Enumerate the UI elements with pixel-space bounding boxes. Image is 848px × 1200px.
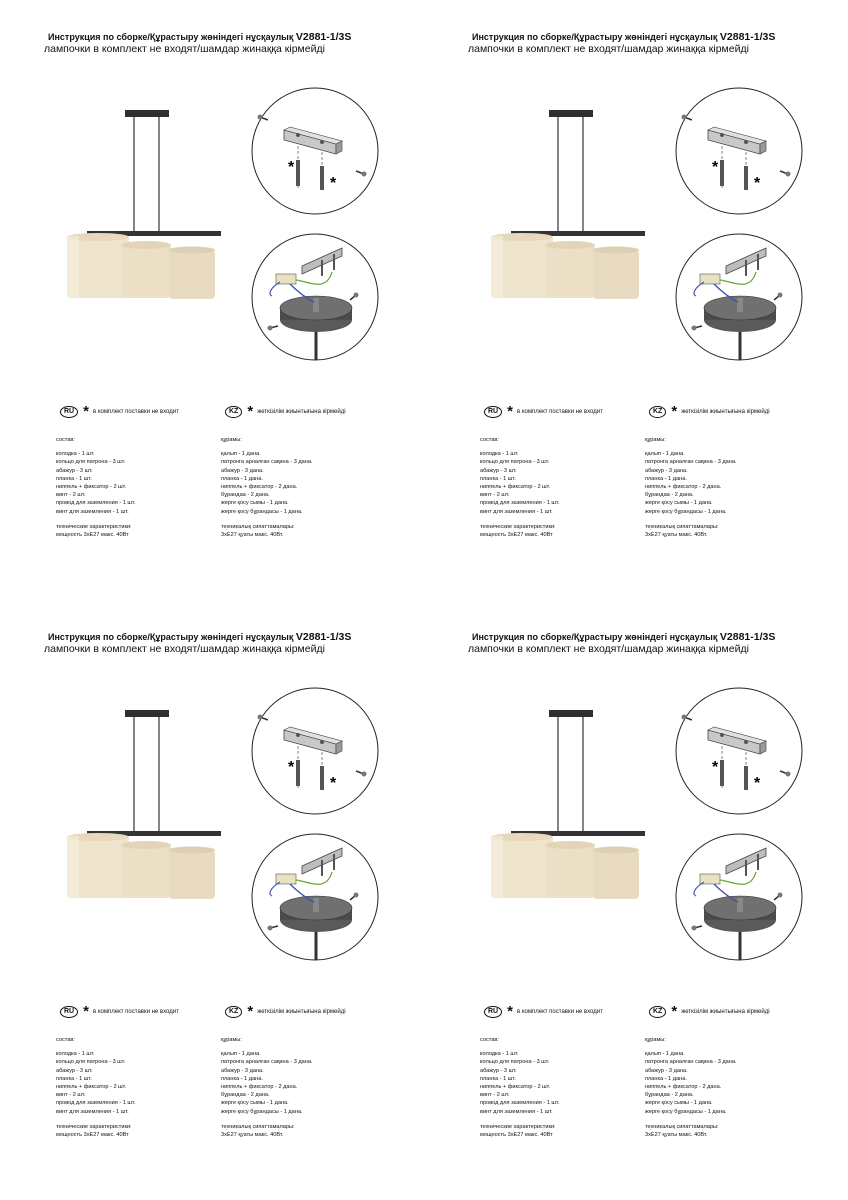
model-number: V2881-1/3S bbox=[295, 631, 352, 643]
list-item: провод для заземления - 1 шт. bbox=[56, 1100, 136, 1107]
not-included-marker: * bbox=[754, 175, 761, 192]
anchor-bolt-icon bbox=[296, 160, 300, 186]
spec-block-ru bbox=[480, 523, 559, 539]
list-item: ниппель + фиксатор - 2 дана. bbox=[645, 483, 722, 490]
list-item: винт для заземления - 1 шт. bbox=[480, 1108, 553, 1115]
instruction-subtitle: лампочки в комплект не входят/шамдар жинаққа кірмейді bbox=[468, 643, 749, 655]
spec-header-kz: техникалық сипаттамалары: bbox=[645, 1123, 719, 1130]
not-included-marker: * bbox=[712, 159, 719, 176]
anchor-bolt-icon bbox=[744, 166, 748, 190]
legend-kz bbox=[225, 403, 346, 420]
contents-column-ru bbox=[56, 436, 135, 539]
lampshade-right bbox=[593, 847, 639, 900]
list-item: бұрандаа - 2 дана. bbox=[221, 1092, 270, 1099]
list-item: қалып - 1 дана. bbox=[645, 1051, 685, 1058]
list-item: ниппель + фиксатор - 2 дана. bbox=[221, 483, 298, 490]
list-item: абажур - 3 дана. bbox=[645, 467, 688, 474]
mounting-detail-circle bbox=[250, 686, 380, 816]
contents-header-kz: құрамы: bbox=[645, 1037, 666, 1043]
language-badge-kz: KZ bbox=[225, 406, 242, 418]
list-item: колодка - 1 шт. bbox=[480, 451, 519, 458]
list-item: винт для заземления - 1 шт. bbox=[480, 508, 553, 515]
list-item: планка - 1 шт. bbox=[480, 1075, 516, 1082]
contents-header-kz: құрамы: bbox=[221, 437, 242, 443]
language-badge-ru: RU bbox=[60, 406, 78, 418]
contents-list-kz bbox=[645, 1050, 737, 1116]
spec-block-kz bbox=[221, 1123, 313, 1139]
asterisk-icon: * bbox=[671, 1003, 678, 1020]
anchor-bolt-icon bbox=[720, 160, 724, 186]
list-item: қалып - 1 дана. bbox=[221, 1051, 261, 1058]
spec-header-kz: техникалық сипаттамалары: bbox=[221, 523, 295, 530]
lampshade-left bbox=[67, 833, 129, 898]
legend-ru bbox=[484, 403, 603, 420]
list-item: патронға арналған сақина - 3 дана. bbox=[645, 1059, 737, 1066]
list-item: жерге қосу бұрандасы - 1 дана. bbox=[645, 1108, 727, 1115]
list-item: провод для заземления - 1 шт. bbox=[480, 500, 560, 507]
title-text: Инструкция по сборке/Құрастыру жөніндегі нұсқаулық bbox=[472, 632, 718, 642]
list-item: патронға арналған сақина - 3 дана. bbox=[221, 459, 313, 466]
legend-ru bbox=[60, 403, 179, 420]
list-item: абажур - 3 дана. bbox=[221, 1067, 264, 1074]
contents-column-kz bbox=[221, 1036, 313, 1139]
list-item: планка - 1 дана. bbox=[645, 475, 687, 482]
language-badge-ru: RU bbox=[484, 1006, 502, 1018]
ceiling-canopy bbox=[125, 110, 169, 117]
list-item: винт - 2 шт. bbox=[56, 1092, 86, 1099]
wiring-detail-circle bbox=[674, 832, 804, 962]
legend-text-ru: в комплект поставки не входит bbox=[92, 1009, 179, 1015]
list-item: ниппель + фиксатор - 2 дана. bbox=[221, 1083, 298, 1090]
legend-kz bbox=[649, 1003, 770, 1020]
lampshade-middle bbox=[121, 841, 171, 898]
spec-value-ru: мощность 3хЕ27 макс. 40Вт bbox=[480, 531, 553, 538]
anchor-bolt-icon bbox=[320, 766, 324, 790]
contents-list-ru bbox=[56, 450, 135, 516]
not-included-marker: * bbox=[712, 759, 719, 776]
spec-header-kz: техникалық сипаттамалары: bbox=[221, 1123, 295, 1130]
wiring-detail-circle bbox=[674, 232, 804, 362]
asterisk-icon: * bbox=[671, 403, 678, 420]
spec-header-ru: технические характеристики: bbox=[480, 523, 556, 530]
list-item: бұрандаа - 2 дана. bbox=[221, 492, 270, 499]
lampshade-left bbox=[67, 233, 129, 298]
list-item: планка - 1 дана. bbox=[221, 1075, 263, 1082]
contents-header-ru: состав: bbox=[480, 437, 499, 443]
title-text: Инструкция по сборке/Құрастыру жөніндегі нұсқаулық bbox=[472, 32, 718, 42]
list-item: винт для заземления - 1 шт. bbox=[56, 1108, 129, 1115]
list-item: ниппель + фиксатор - 2 шт. bbox=[56, 483, 127, 490]
spec-block-kz bbox=[645, 1123, 737, 1139]
wiring-detail-circle bbox=[250, 232, 380, 362]
lampshade-right bbox=[169, 247, 215, 300]
list-item: кольцо для патрона - 3 шт. bbox=[56, 1059, 126, 1066]
mounting-detail-circle bbox=[674, 86, 804, 216]
spec-value-kz: 3хЕ27 қуаты макс. 40Вт. bbox=[645, 531, 708, 538]
instruction-sheet-top-right bbox=[424, 0, 848, 600]
not-included-marker: * bbox=[754, 775, 761, 792]
not-included-marker: * bbox=[288, 159, 295, 176]
list-item: жерге қосу бұрандасы - 1 дана. bbox=[645, 508, 727, 515]
contents-list-kz bbox=[645, 450, 737, 516]
ceiling-canopy bbox=[549, 110, 593, 117]
list-item: планка - 1 шт. bbox=[56, 475, 92, 482]
list-item: планка - 1 дана. bbox=[221, 475, 263, 482]
model-number: V2881-1/3S bbox=[719, 31, 776, 43]
list-item: планка - 1 шт. bbox=[480, 475, 516, 482]
spec-value-kz: 3хЕ27 қуаты макс. 40Вт. bbox=[221, 1131, 284, 1138]
list-item: жерге қосу сымы - 1 дана. bbox=[221, 500, 289, 507]
lampshade-middle bbox=[545, 241, 595, 298]
list-item: жерге қосу сымы - 1 дана. bbox=[645, 1100, 713, 1107]
chandelier-illustration bbox=[479, 110, 649, 320]
list-item: абажур - 3 дана. bbox=[645, 1067, 688, 1074]
mounting-detail-circle bbox=[674, 686, 804, 816]
not-included-marker: * bbox=[288, 759, 295, 776]
language-badge-kz: KZ bbox=[649, 406, 666, 418]
asterisk-icon: * bbox=[83, 1003, 89, 1020]
spec-header-ru: технические характеристики: bbox=[56, 1123, 132, 1130]
language-badge-kz: KZ bbox=[225, 1006, 242, 1018]
spec-block-kz bbox=[645, 523, 737, 539]
wiring-detail-circle bbox=[250, 832, 380, 962]
list-item: патронға арналған сақина - 3 дана. bbox=[645, 459, 737, 466]
center-stem bbox=[313, 298, 319, 312]
legend-text-ru: в комплект поставки не входит bbox=[92, 409, 179, 415]
title-text: Инструкция по сборке/Құрастыру жөніндегі нұсқаулық bbox=[48, 32, 294, 42]
list-item: қалып - 1 дана. bbox=[645, 451, 685, 458]
title-text: Инструкция по сборке/Құрастыру жөніндегі нұсқаулық bbox=[48, 632, 294, 642]
asterisk-icon: * bbox=[247, 1003, 254, 1020]
list-item: провод для заземления - 1 шт. bbox=[480, 1100, 560, 1107]
list-item: винт для заземления - 1 шт. bbox=[56, 508, 129, 515]
lampshade-left bbox=[491, 233, 553, 298]
list-item: абажур - 3 дана. bbox=[221, 467, 264, 474]
mounting-detail-circle bbox=[250, 86, 380, 216]
contents-list-kz bbox=[221, 1050, 313, 1116]
list-item: бұрандаа - 2 дана. bbox=[645, 492, 694, 499]
list-item: ниппель + фиксатор - 2 шт. bbox=[480, 1083, 551, 1090]
chandelier-illustration bbox=[55, 710, 225, 920]
list-item: колодка - 1 шт. bbox=[480, 1051, 519, 1058]
list-item: абажур - 3 шт. bbox=[480, 467, 517, 474]
contents-header-ru: состав: bbox=[480, 1037, 499, 1043]
list-item: жерге қосу бұрандасы - 1 дана. bbox=[221, 1108, 303, 1115]
contents-header-ru: состав: bbox=[56, 437, 75, 443]
list-item: патронға арналған сақина - 3 дана. bbox=[221, 1059, 313, 1066]
list-item: колодка - 1 шт. bbox=[56, 451, 95, 458]
list-item: кольцо для патрона - 3 шт. bbox=[480, 1059, 550, 1066]
lampshade-middle bbox=[121, 241, 171, 298]
language-badge-kz: KZ bbox=[649, 1006, 666, 1018]
contents-header-kz: құрамы: bbox=[645, 437, 666, 443]
center-stem bbox=[737, 298, 743, 312]
contents-column-ru bbox=[56, 1036, 135, 1139]
language-badge-ru: RU bbox=[484, 406, 502, 418]
instruction-title bbox=[472, 31, 775, 43]
legend-text-kz: жеткізілім жиынтығына кірмейді bbox=[681, 1009, 770, 1015]
legend-kz bbox=[225, 1003, 346, 1020]
legend-ru bbox=[484, 1003, 603, 1020]
instruction-title bbox=[48, 31, 351, 43]
list-item: қалып - 1 дана. bbox=[221, 451, 261, 458]
not-included-marker: * bbox=[330, 775, 337, 792]
list-item: ниппель + фиксатор - 2 шт. bbox=[480, 483, 551, 490]
spec-value-ru: мощность 3хЕ27 макс. 40Вт bbox=[480, 1131, 553, 1138]
list-item: планка - 1 шт. bbox=[56, 1075, 92, 1082]
list-item: кольцо для патрона - 3 шт. bbox=[480, 459, 550, 466]
list-item: абажур - 3 шт. bbox=[56, 467, 93, 474]
lampshade-left bbox=[491, 833, 553, 898]
spec-value-ru: мощность 3хЕ27 макс. 40Вт bbox=[56, 1131, 129, 1138]
asterisk-icon: * bbox=[507, 403, 513, 420]
instruction-subtitle: лампочки в комплект не входят/шамдар жинаққа кірмейді bbox=[468, 43, 749, 55]
legend-text-ru: в комплект поставки не входит bbox=[516, 409, 603, 415]
spec-header-kz: техникалық сипаттамалары: bbox=[645, 523, 719, 530]
instruction-subtitle: лампочки в комплект не входят/шамдар жинаққа кірмейді bbox=[44, 43, 325, 55]
list-item: планка - 1 дана. bbox=[645, 1075, 687, 1082]
ceiling-canopy bbox=[125, 710, 169, 717]
spec-value-kz: 3хЕ27 қуаты макс. 40Вт. bbox=[221, 531, 284, 538]
spec-block-ru bbox=[56, 523, 135, 539]
anchor-bolt-icon bbox=[320, 166, 324, 190]
list-item: ниппель + фиксатор - 2 дана. bbox=[645, 1083, 722, 1090]
list-item: жерге қосу сымы - 1 дана. bbox=[645, 500, 713, 507]
asterisk-icon: * bbox=[83, 403, 89, 420]
chandelier-illustration bbox=[55, 110, 225, 320]
asterisk-icon: * bbox=[507, 1003, 513, 1020]
spec-header-ru: технические характеристики: bbox=[480, 1123, 556, 1130]
instruction-title bbox=[48, 631, 351, 643]
contents-header-ru: состав: bbox=[56, 1037, 75, 1043]
list-item: абажур - 3 шт. bbox=[480, 1067, 517, 1074]
lampshade-middle bbox=[545, 841, 595, 898]
list-item: винт - 2 шт. bbox=[480, 1092, 510, 1099]
legend-text-kz: жеткізілім жиынтығына кірмейді bbox=[257, 1009, 346, 1015]
anchor-bolt-icon bbox=[744, 766, 748, 790]
instruction-sheet-top-left bbox=[0, 0, 424, 600]
lampshade-right bbox=[593, 247, 639, 300]
contents-list-ru bbox=[480, 450, 559, 516]
spec-block-ru bbox=[56, 1123, 135, 1139]
instruction-sheet-bottom-right bbox=[424, 600, 848, 1200]
not-included-marker: * bbox=[330, 175, 337, 192]
chandelier-illustration bbox=[479, 710, 649, 920]
instruction-title bbox=[472, 631, 775, 643]
asterisk-icon: * bbox=[247, 403, 254, 420]
list-item: бұрандаа - 2 дана. bbox=[645, 1092, 694, 1099]
list-item: кольцо для патрона - 3 шт. bbox=[56, 459, 126, 466]
lampshade-right bbox=[169, 847, 215, 900]
contents-list-ru bbox=[480, 1050, 559, 1116]
contents-column-kz bbox=[221, 436, 313, 539]
list-item: жерге қосу бұрандасы - 1 дана. bbox=[221, 508, 303, 515]
contents-column-ru bbox=[480, 436, 559, 539]
anchor-bolt-icon bbox=[720, 760, 724, 786]
spec-block-kz bbox=[221, 523, 313, 539]
center-stem bbox=[737, 898, 743, 912]
contents-list-kz bbox=[221, 450, 313, 516]
legend-ru bbox=[60, 1003, 179, 1020]
legend-text-kz: жеткізілім жиынтығына кірмейді bbox=[681, 409, 770, 415]
legend-text-kz: жеткізілім жиынтығына кірмейді bbox=[257, 409, 346, 415]
spec-header-ru: технические характеристики: bbox=[56, 523, 132, 530]
center-stem bbox=[313, 898, 319, 912]
model-number: V2881-1/3S bbox=[295, 31, 352, 43]
contents-list-ru bbox=[56, 1050, 135, 1116]
contents-header-kz: құрамы: bbox=[221, 1037, 242, 1043]
spec-value-kz: 3хЕ27 қуаты макс. 40Вт. bbox=[645, 1131, 708, 1138]
contents-column-ru bbox=[480, 1036, 559, 1139]
contents-column-kz bbox=[645, 436, 737, 539]
instruction-sheet-bottom-left bbox=[0, 600, 424, 1200]
spec-value-ru: мощность 3хЕ27 макс. 40Вт bbox=[56, 531, 129, 538]
ceiling-canopy bbox=[549, 710, 593, 717]
list-item: абажур - 3 шт. bbox=[56, 1067, 93, 1074]
list-item: жерге қосу сымы - 1 дана. bbox=[221, 1100, 289, 1107]
list-item: винт - 2 шт. bbox=[56, 492, 86, 499]
spec-block-ru bbox=[480, 1123, 559, 1139]
instruction-subtitle: лампочки в комплект не входят/шамдар жинаққа кірмейді bbox=[44, 643, 325, 655]
legend-kz bbox=[649, 403, 770, 420]
list-item: колодка - 1 шт. bbox=[56, 1051, 95, 1058]
model-number: V2881-1/3S bbox=[719, 631, 776, 643]
language-badge-ru: RU bbox=[60, 1006, 78, 1018]
anchor-bolt-icon bbox=[296, 760, 300, 786]
legend-text-ru: в комплект поставки не входит bbox=[516, 1009, 603, 1015]
list-item: провод для заземления - 1 шт. bbox=[56, 500, 136, 507]
contents-column-kz bbox=[645, 1036, 737, 1139]
list-item: винт - 2 шт. bbox=[480, 492, 510, 499]
list-item: ниппель + фиксатор - 2 шт. bbox=[56, 1083, 127, 1090]
